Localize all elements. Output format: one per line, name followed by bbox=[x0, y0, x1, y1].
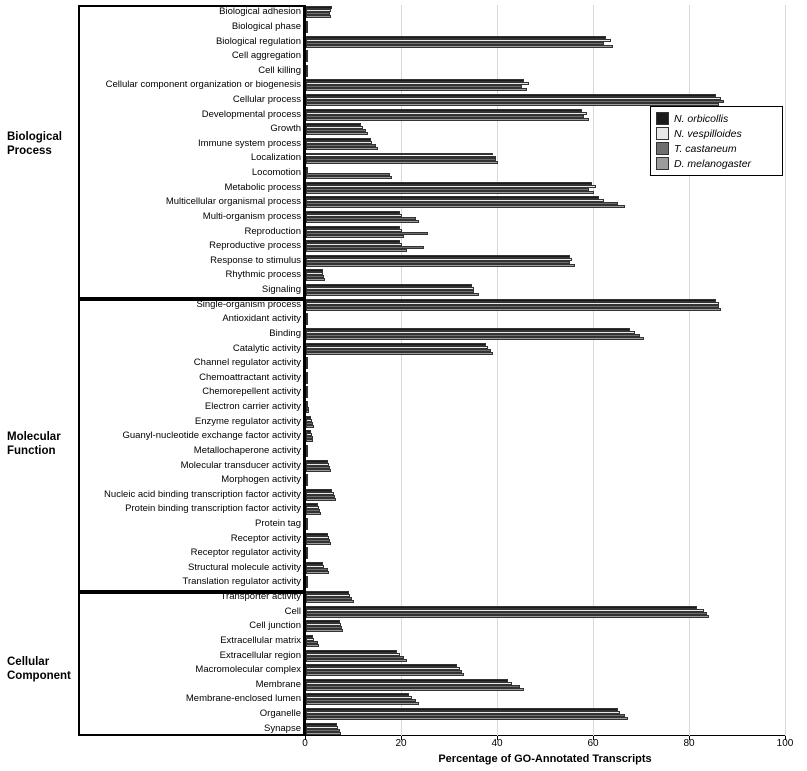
category-label: Rhythmic process bbox=[225, 269, 301, 281]
legend-item-2 bbox=[656, 141, 777, 156]
category-label: Cellular process bbox=[232, 94, 301, 106]
bar bbox=[306, 88, 527, 91]
category-row bbox=[255, 517, 785, 532]
category-row bbox=[195, 663, 785, 678]
category-row bbox=[105, 78, 785, 93]
category-label: Electron carrier activity bbox=[204, 401, 301, 413]
category-label: Synapse bbox=[264, 722, 301, 734]
category-label: Cell killing bbox=[258, 64, 301, 76]
category-label: Membrane-enclosed lumen bbox=[185, 693, 301, 705]
category-label: Organelle bbox=[259, 708, 301, 720]
bar bbox=[306, 59, 308, 62]
x-tick-label: 20 bbox=[395, 738, 407, 749]
bar bbox=[306, 644, 319, 647]
bar bbox=[306, 132, 368, 135]
bar bbox=[306, 556, 308, 559]
x-tick-label: 40 bbox=[491, 738, 503, 749]
legend-swatch-icon bbox=[656, 142, 669, 155]
bar bbox=[306, 337, 644, 340]
category-label: Cell bbox=[284, 605, 301, 617]
group-label-line1: Cellular bbox=[7, 656, 50, 668]
category-label: Receptor regulator activity bbox=[190, 547, 301, 559]
group-label-biological-process bbox=[7, 130, 62, 158]
category-row bbox=[219, 648, 785, 663]
bar bbox=[306, 366, 308, 369]
bar bbox=[306, 732, 341, 735]
category-row bbox=[122, 429, 785, 444]
legend-label: N. orbicollis bbox=[674, 112, 729, 125]
category-label: Molecular transducer activity bbox=[180, 459, 301, 471]
category-row bbox=[202, 385, 785, 400]
category-row bbox=[219, 5, 785, 20]
category-label: Reproduction bbox=[244, 225, 301, 237]
category-label: Developmental process bbox=[201, 108, 301, 120]
bar bbox=[306, 220, 419, 223]
category-label: Growth bbox=[270, 123, 301, 135]
bar bbox=[306, 191, 594, 194]
category-label: Metabolic process bbox=[224, 181, 301, 193]
x-tick-label: 0 bbox=[302, 738, 308, 749]
category-row bbox=[194, 414, 785, 429]
category-row bbox=[204, 400, 785, 415]
category-label: Biological regulation bbox=[215, 35, 301, 47]
x-tick-label: 80 bbox=[683, 738, 695, 749]
bar bbox=[306, 352, 493, 355]
category-row bbox=[224, 180, 785, 195]
legend-item-0 bbox=[656, 111, 777, 126]
category-row bbox=[182, 575, 785, 590]
category-row bbox=[202, 210, 785, 225]
category-label: Translation regulator activity bbox=[182, 576, 301, 588]
bar bbox=[306, 235, 404, 238]
bar bbox=[306, 293, 479, 296]
category-label: Morphogen activity bbox=[221, 474, 301, 486]
category-label: Response to stimulus bbox=[210, 254, 301, 266]
category-row bbox=[199, 371, 785, 386]
legend-label: T. castaneum bbox=[674, 142, 737, 155]
category-label: Membrane bbox=[255, 678, 301, 690]
category-label: Protein binding transcription factor activity bbox=[125, 503, 301, 515]
legend-item-1 bbox=[656, 126, 777, 141]
bar bbox=[306, 483, 308, 486]
bar bbox=[306, 74, 308, 77]
category-row bbox=[230, 531, 785, 546]
category-row bbox=[215, 34, 785, 49]
category-label: Chemoattractant activity bbox=[199, 371, 301, 383]
bar bbox=[306, 600, 354, 603]
x-tick-label: 60 bbox=[587, 738, 599, 749]
category-label: Single-organism process bbox=[196, 298, 301, 310]
category-row bbox=[258, 63, 785, 78]
bar bbox=[306, 585, 308, 588]
bar bbox=[306, 147, 378, 150]
category-row bbox=[125, 502, 785, 517]
category-row bbox=[193, 444, 785, 459]
bar bbox=[306, 410, 309, 413]
category-label: Locomotion bbox=[251, 167, 301, 179]
category-label: Transporter activity bbox=[220, 591, 301, 603]
legend-label: D. melanogaster bbox=[674, 157, 752, 170]
legend-swatch-icon bbox=[656, 112, 669, 125]
category-label: Guanyl-nucleotide exchange factor activity bbox=[122, 430, 301, 442]
bar bbox=[306, 439, 313, 442]
group-label-line1: Biological bbox=[7, 131, 62, 143]
category-label: Antioxidant activity bbox=[222, 313, 301, 325]
category-row bbox=[249, 619, 785, 634]
bar bbox=[306, 469, 331, 472]
bar bbox=[306, 571, 329, 574]
category-row bbox=[259, 707, 785, 722]
category-row bbox=[222, 312, 785, 327]
category-label: Binding bbox=[269, 327, 301, 339]
bar bbox=[306, 615, 709, 618]
bar bbox=[306, 527, 308, 530]
bar bbox=[306, 322, 308, 325]
category-row bbox=[261, 283, 785, 298]
bar bbox=[306, 381, 308, 384]
category-label: Extracellular region bbox=[219, 649, 301, 661]
category-label: Cell aggregation bbox=[231, 50, 301, 62]
category-row bbox=[209, 239, 785, 254]
category-label: Cellular component organization or biogenesis bbox=[105, 79, 301, 91]
category-row bbox=[185, 692, 785, 707]
bar bbox=[306, 512, 321, 515]
category-row bbox=[188, 561, 785, 576]
category-row bbox=[225, 268, 785, 283]
bar bbox=[306, 425, 314, 428]
category-row bbox=[231, 20, 785, 35]
category-row bbox=[190, 546, 785, 561]
category-row bbox=[264, 721, 785, 736]
category-row bbox=[269, 327, 785, 342]
category-label: Nucleic acid binding transcription factor activity bbox=[104, 488, 301, 500]
category-row bbox=[196, 297, 785, 312]
group-label-molecular-function bbox=[7, 430, 61, 458]
category-row bbox=[220, 634, 785, 649]
legend-swatch-icon bbox=[656, 127, 669, 140]
bar bbox=[306, 205, 625, 208]
bar bbox=[306, 454, 308, 457]
bar bbox=[306, 629, 343, 632]
category-row bbox=[165, 195, 785, 210]
bar bbox=[306, 264, 575, 267]
legend-label: N. vespilloides bbox=[674, 127, 742, 140]
bar bbox=[306, 118, 589, 121]
bar bbox=[306, 308, 721, 311]
bar bbox=[306, 659, 407, 662]
bar bbox=[306, 161, 498, 164]
bar bbox=[306, 702, 419, 705]
category-row bbox=[193, 356, 785, 371]
category-label: Multi-organism process bbox=[202, 210, 301, 222]
category-row bbox=[255, 678, 785, 693]
bar bbox=[306, 673, 464, 676]
legend bbox=[650, 106, 783, 176]
bar bbox=[306, 249, 407, 252]
category-row bbox=[231, 49, 785, 64]
category-label: Biological phase bbox=[231, 20, 301, 32]
group-label-line1: Molecular bbox=[7, 431, 61, 443]
category-label: Channel regulator activity bbox=[193, 357, 301, 369]
category-label: Localization bbox=[250, 152, 301, 164]
legend-item-3 bbox=[656, 156, 777, 171]
category-label: Immune system process bbox=[198, 137, 301, 149]
legend-swatch-icon bbox=[656, 157, 669, 170]
bar bbox=[306, 15, 331, 18]
category-label: Structural molecule activity bbox=[188, 561, 301, 573]
bar bbox=[306, 688, 524, 691]
bar bbox=[306, 45, 613, 48]
category-row bbox=[220, 590, 785, 605]
category-label: Enzyme regulator activity bbox=[194, 415, 301, 427]
category-row bbox=[104, 487, 785, 502]
bar bbox=[306, 278, 325, 281]
bar bbox=[306, 717, 628, 720]
category-label: Biological adhesion bbox=[219, 6, 301, 18]
bar bbox=[306, 30, 308, 33]
group-label-line2: Component bbox=[7, 670, 71, 682]
category-row bbox=[244, 224, 785, 239]
category-label: Cell junction bbox=[249, 620, 301, 632]
category-row bbox=[232, 341, 785, 356]
x-tick-label: 100 bbox=[776, 738, 794, 749]
category-label: Catalytic activity bbox=[232, 342, 301, 354]
category-label: Reproductive process bbox=[209, 240, 301, 252]
category-row bbox=[221, 473, 785, 488]
category-label: Metallochaperone activity bbox=[193, 444, 301, 456]
group-label-line2: Function bbox=[7, 445, 56, 457]
x-axis-label: Percentage of GO-Annotated Transcripts bbox=[438, 753, 652, 765]
category-label: Macromolecular complex bbox=[195, 664, 301, 676]
category-label: Protein tag bbox=[255, 517, 301, 529]
category-label: Chemorepellent activity bbox=[202, 386, 301, 398]
gridline bbox=[785, 5, 786, 736]
bar bbox=[306, 542, 331, 545]
group-label-line2: Process bbox=[7, 145, 52, 157]
bar bbox=[306, 498, 336, 501]
category-label: Receptor activity bbox=[230, 532, 301, 544]
category-label: Multicellular organismal process bbox=[165, 196, 301, 208]
category-row bbox=[180, 458, 785, 473]
category-row bbox=[210, 254, 785, 269]
category-label: Signaling bbox=[261, 284, 301, 296]
category-label: Extracellular matrix bbox=[220, 634, 301, 646]
category-row bbox=[284, 604, 785, 619]
bar bbox=[306, 176, 392, 179]
group-label-cellular-component bbox=[7, 655, 71, 683]
bar bbox=[306, 395, 308, 398]
